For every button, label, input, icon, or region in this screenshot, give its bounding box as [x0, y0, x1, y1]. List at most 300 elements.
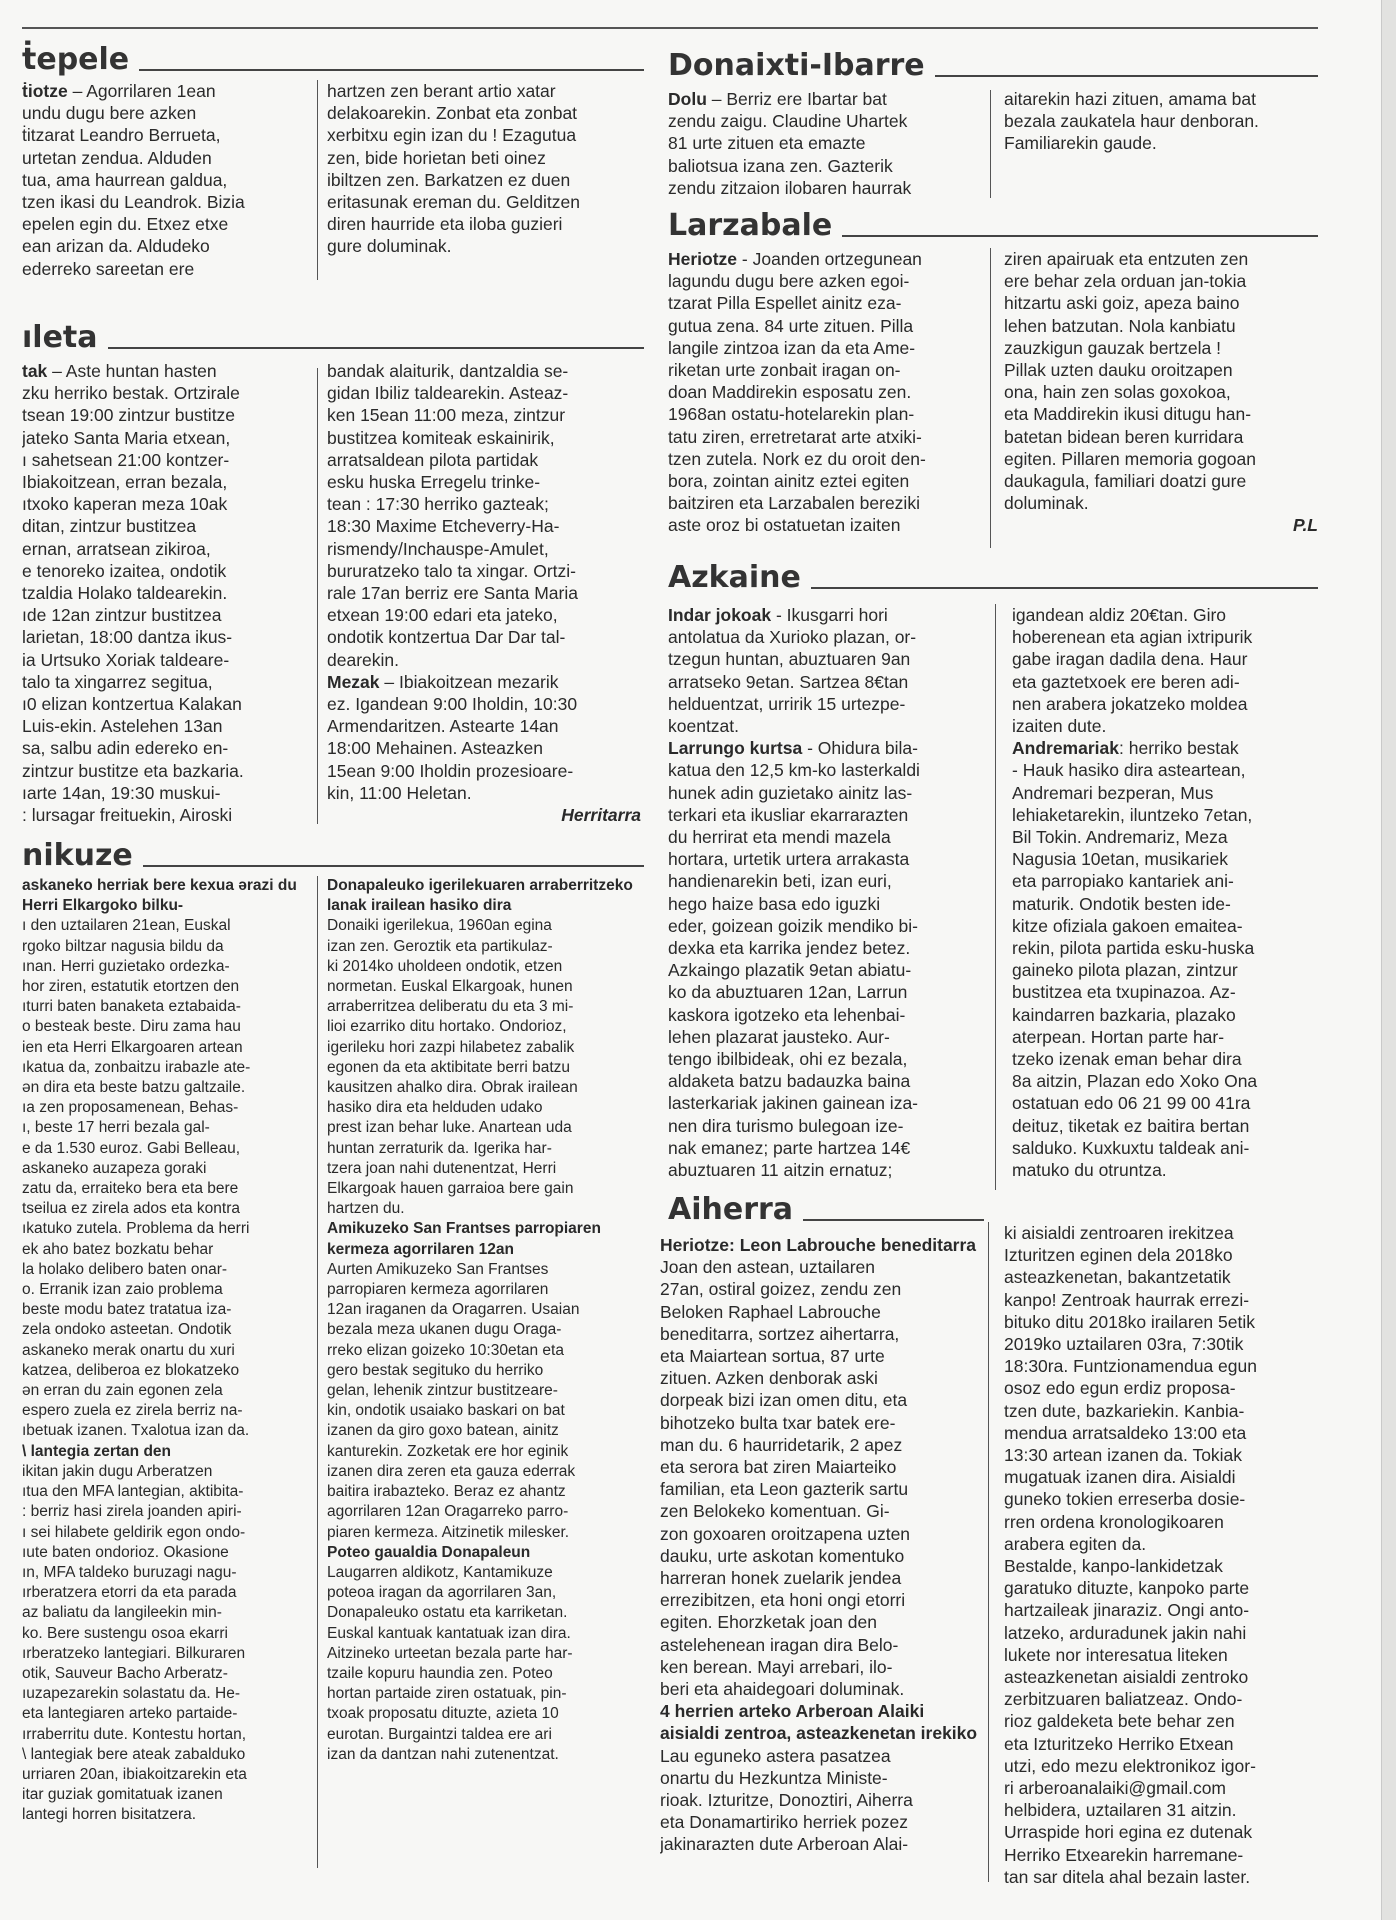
text-line: aterpean. Hortan parte har- [1012, 1026, 1225, 1047]
text-line: espero zuela ez zirela berriz na- [22, 1402, 243, 1420]
text-line: ibiltzen zen. Barkatzen ez duen [327, 169, 571, 190]
column-text [1012, 604, 1318, 1181]
subheading: Donapaleuko igerilekuaren arraberritzeko lanak irailean hasiko dira [327, 877, 633, 915]
text-line: tzegun huntan, abuztuaren 9an [668, 649, 911, 670]
text-line: ıtua den MFA lantegian, aktibita- [22, 1483, 244, 1501]
text-line: kanpo! Zentroak haurrak errezi- [1004, 1289, 1250, 1310]
text-line: zku herriko bestak. Ortzirale [22, 383, 240, 404]
text-line: lagundu dugu bere azken egoi- [668, 271, 910, 292]
text-line: normetan. Euskal Elkargoak, hunen [327, 978, 573, 996]
text-line: nen dira turismo bulegoan ize- [668, 1115, 904, 1136]
section-header-aiherra [668, 1192, 984, 1227]
section-header-donaixti [668, 48, 1318, 83]
text-line: arabera egiten da. [1004, 1533, 1147, 1554]
text-line: sa, salbu adin edereko en- [22, 738, 229, 759]
text-line: talo ta xingarrez segitua, [22, 671, 213, 692]
column-text [327, 876, 641, 1765]
text-line: lukete nor interesatua liteken [1004, 1644, 1228, 1665]
text-line: beneditarra, sortzez aihertarra, [660, 1323, 900, 1344]
text-line: urriaren 20an, ibiakoitzarekin eta [22, 1765, 247, 1783]
text-line: ken 15ean 11:00 meza, zintzur [327, 405, 566, 426]
text-line: ıuzapezarekin solastatu da. He- [22, 1685, 240, 1703]
text-line: Urraspide hori egina ez dutenak [1004, 1822, 1253, 1843]
text-line: Armendaritzen. Astearte 14an [327, 716, 559, 737]
text-line: doluminak. [1004, 493, 1089, 514]
column-text [327, 360, 641, 826]
text-line: hartzaileak jinaraziz. Ongi anto- [1004, 1600, 1250, 1621]
text-line: helduentzat, urririk 15 urtezpe- [668, 693, 906, 714]
text-line: 15ean 9:00 Iholdin prozesioare- [327, 760, 574, 781]
text-line: lehen batzutan. Nola kanbiatu [1004, 315, 1236, 336]
text-line: ırraberritu dute. Kontestu hortan, [22, 1725, 247, 1743]
text-line: hunek adin guzietako ainitz las- [668, 782, 913, 803]
section-title: nikuze [22, 838, 133, 873]
text-line: ondotik kontzertua Dar Dar tal- [327, 627, 566, 648]
text-line: kin, ondotik usaiako baskari on bat [327, 1402, 565, 1420]
text-line: Aurten Amikuzeko San Frantses [327, 1260, 549, 1278]
text-line: eder, goizean goizik mendiko bi- [668, 915, 919, 936]
text-line: eta Maddirekin ikusi ditugu han- [1004, 404, 1252, 425]
page-edge [1381, 0, 1396, 1920]
column-text [668, 88, 974, 199]
text-line: kaskora igotzeko eta lehenbai- [668, 1004, 906, 1025]
text-line: izan zen. Geroztik eta partikulaz- [327, 937, 553, 955]
text-line: rren ordena kronologikoaren [1004, 1511, 1224, 1532]
text-line: Laugarren aldikotz, Kantamikuze [327, 1563, 553, 1581]
text-line: Larrungo kurtsa - Ohidura bila- [668, 738, 918, 759]
text-line: kitze ofiziala gakoen emaitea- [1012, 915, 1243, 936]
section-header-a [22, 42, 644, 77]
text-line: kanturekin. Zozketak ere hor eginik [327, 1442, 569, 1460]
text-line: Heriotze - Joanden ortzegunean [668, 249, 922, 269]
column-text [1004, 88, 1318, 155]
text-line: lantegi horren bisitatzera. [22, 1806, 197, 1824]
text-line: undu dugu bere azken [22, 103, 197, 124]
text-line: rismendy/Inchauspe-Amulet, [327, 538, 549, 559]
text-line: 18:00 Mehainen. Asteazken [327, 738, 543, 759]
text-line: asteazkenetan, bakantzetatik [1004, 1267, 1231, 1288]
column-text [1004, 248, 1318, 537]
text-line: 81 urte zituen eta emazte [668, 133, 866, 154]
text-line: deituz, tiketak ez baitira bertan [1012, 1115, 1250, 1136]
text-line: kausitzen ahalko dira. Obrak irailean [327, 1079, 578, 1097]
text-line: gure doluminak. [327, 236, 452, 257]
text-line: Familiarekin gaude. [1004, 133, 1157, 154]
column-text [22, 360, 310, 826]
text-line: Herriko Etxearekin harremane- [1004, 1844, 1244, 1865]
text-line: ıkatuko zutela. Problema da herri [22, 1220, 250, 1238]
subheading: Poteo gaualdia Donapaleun [327, 1543, 531, 1561]
text-line: beri eta ahaidegoari doluminak. [660, 1679, 905, 1700]
text-line: ki aisialdi zentroaren irekitzea [1004, 1223, 1234, 1243]
text-line: hartzen du. [327, 1200, 405, 1218]
text-line: igandean aldiz 20€tan. Giro [1012, 605, 1227, 625]
text-line: katzea, deliberoa ez blokatzeko [22, 1361, 240, 1379]
text-line: eta parropiako kantariek ani- [1012, 871, 1234, 892]
text-line: izaiten dute. [1012, 716, 1107, 737]
text-line: 8a aitzin, Plazan edo Xoko Ona [1012, 1071, 1258, 1092]
text-line: ere behar zela orduan jan-tokia [1004, 271, 1247, 292]
text-line: bezala meza ukanen dugu Oraga- [327, 1321, 562, 1339]
text-line: zendu zaigu. Claudine Uhartek [668, 111, 908, 132]
text-line: terkari eta ikusliar ekarrarazten [668, 804, 909, 825]
text-line: aitarekin hazi zituen, amama bat [1004, 89, 1256, 109]
column-text [668, 248, 980, 537]
text-line: tatu ziren, erretretarat arte atxiki- [668, 426, 922, 447]
subheading: \ lantegia zertan den [22, 1442, 172, 1460]
text-line: tzen ikasi du Leandrok. Bizia [22, 192, 245, 213]
text-line: arratsaldean pilota partidak [327, 449, 539, 470]
text-line: ən dira eta beste batzu galtzaile. [22, 1079, 246, 1097]
text-line: dauku, urte askotan komentuko [660, 1545, 905, 1566]
text-line: Andremari bezperan, Mus [1012, 782, 1214, 803]
text-line: parropiaren kermeza agorrilaren [327, 1281, 549, 1299]
text-line: ernan, arratsean zikiroa, [22, 538, 211, 559]
text-line: hoberenean eta agian ixtripurik [1012, 627, 1253, 648]
text-line: antolatua da Xurioko plazan, or- [668, 627, 917, 648]
text-line: errezibitzen, eta honi ongi etorri [660, 1590, 906, 1611]
section-title: Donaixti-Ibarre [668, 48, 925, 83]
column-text [1004, 1222, 1318, 1888]
column-text [22, 80, 310, 280]
text-line: epelen egin du. Etxez etxe [22, 214, 229, 235]
text-line: e da 1.530 euroz. Gabi Belleau, [22, 1139, 241, 1157]
text-line: lehiaketarekin, iluntzeko 7etan, [1012, 804, 1253, 825]
text-line: koentzat. [668, 716, 740, 737]
text-line: delakoarekin. Zonbat eta zonbat [327, 103, 578, 124]
section-title: Larzabale [668, 208, 833, 243]
text-line: aste oroz bi ostatuetan izaiten [668, 515, 901, 536]
text-line: bihotzeko bulta txar batek ere- [660, 1412, 896, 1433]
text-line: : berriz hasi zirela joanden apiri- [22, 1503, 242, 1521]
text-line: huntan zerraturik da. Igerika har- [327, 1139, 552, 1157]
text-line: ıturri baten banaketa eztabaida- [22, 998, 241, 1016]
text-line: mugatuak izanen dira. Aisialdi [1004, 1467, 1236, 1488]
text-line: ikitan jakin dugu Arberatzen [22, 1462, 213, 1480]
text-line: ı0 elizan kontzertua Kalakan [22, 694, 242, 715]
text-line: ko. Bere sustengu osoa ekarri [22, 1624, 228, 1642]
text-line: baliotsua izana zen. Gazterik [668, 155, 893, 176]
text-line: arraberritzea deliberatu du eta 3 mi- [327, 998, 574, 1016]
column-text [327, 80, 641, 258]
text-line: eritasunak ereman du. Gelditzen [327, 192, 580, 213]
text-line: dearekin. [327, 649, 399, 670]
text-line: gaineko pilota plazan, zintzur [1012, 960, 1238, 981]
text-line: rgoko biltzar nagusia bildu da [22, 937, 224, 955]
text-line: lasterkariak jakinen gainean iza- [668, 1093, 918, 1114]
text-line: ın, MFA taldeko buruzagi nagu- [22, 1563, 237, 1581]
text-line: ko da abuztuaren 12an, Larrun [668, 982, 908, 1003]
text-line: zon goxoaren oroitzapena uzten [660, 1523, 911, 1544]
text-line: baitira irabazteko. Beraz ez ahantz [327, 1483, 566, 1501]
text-line: ınan. Herri guzietako ordezka- [22, 957, 230, 975]
text-line: nak emanez; parte hartzea 14€ [668, 1137, 911, 1158]
text-line: hartzen zen berant artio xatar [327, 81, 556, 101]
text-line: tzera joan nahi dutenentzat, Herri [327, 1159, 557, 1177]
text-line: larietan, 18:00 dantza ikus- [22, 627, 233, 648]
text-line: ıarte 14an, 19:30 muskui- [22, 782, 221, 803]
text-line: doan Maddirekin esposatu zen. [668, 382, 912, 403]
text-line: egonen da eta aktibitate berri batzu [327, 1058, 571, 1076]
text-line: eta Maiartean sortua, 87 urte [660, 1346, 885, 1367]
text-line: eta gaztetxoek ere beren adi- [1012, 671, 1240, 692]
text-line: aldaketa batzu badauzka baina [668, 1071, 911, 1092]
text-line: bustitzea eta txupinazoa. Az- [1012, 982, 1236, 1003]
text-line: utzi, edo mezu elektronikoz igor- [1004, 1755, 1256, 1776]
subheading: askaneko herriak bere kexua ərazi du Herri Elkargoko bilku- [22, 877, 297, 915]
text-line: ziren apairuak eta entzuten zen [1004, 249, 1249, 269]
text-line: rioz galdeketa bete behar zen [1004, 1711, 1235, 1732]
text-line: jakinarazten dute Arberoan Alai- [660, 1834, 909, 1855]
text-line: tzaile kopuru haundia zen. Poteo [327, 1664, 553, 1682]
text-line: kaindarren bazkaria, plazako [1012, 1004, 1236, 1025]
text-line: gabe iragan dadila dena. Haur [1012, 649, 1248, 670]
section-header-azkaine [668, 560, 1318, 595]
text-line: abuztuaren 11 aitzin ernatuz; [668, 1160, 893, 1181]
text-line: xerbitxu egin izan du ! Ezagutua [327, 125, 577, 146]
text-line: lehen plazarat jausteko. Aur- [668, 1026, 890, 1047]
text-line: garatuko dituzte, kanpoko parte [1004, 1578, 1250, 1599]
text-line: egiten. Ehorzketak joan den [660, 1612, 877, 1633]
text-line: otik, Sauveur Bacho Arberatz- [22, 1664, 228, 1682]
text-line: ı sei hilabete geldirik egon ondo- [22, 1523, 246, 1541]
text-line: zatu da, erraiteko bera eta bere [22, 1180, 239, 1198]
text-line: ı den uztailaren 21ean, Euskal [22, 917, 231, 935]
text-line: bandak alaiturik, dantzaldia se- [327, 361, 569, 381]
text-line: tzaldia Holako taldearekin. [22, 583, 228, 604]
text-line: gidan Ibiliz taldearekin. Asteaz- [327, 383, 569, 404]
text-line: tzeko izenak eman behar dira [1012, 1049, 1242, 1070]
text-line: zintzur bustitze eta bazkaria. [22, 760, 244, 781]
column-text [660, 1234, 984, 1856]
text-line: kin, 11:00 Heletan. [327, 782, 472, 803]
text-line: ıde 12an zintzur bustitzea [22, 605, 222, 626]
text-line: baitziren eta Larzabalen bereziki [668, 493, 920, 514]
text-line: ṫiotze – Agorrilaren 1ean [22, 81, 216, 101]
text-line: ı sahetsean 21:00 kontzer- [22, 449, 230, 470]
text-line: ırberatzera etorri da eta parada [22, 1584, 237, 1602]
text-line: Dolu – Berriz ere Ibartar bat [668, 89, 887, 109]
text-line: piaren kermeza. Aitzinetik milesker. [327, 1523, 570, 1541]
text-line: osoz edo egun erdiz proposa- [1004, 1378, 1236, 1399]
text-line: batetan bidean beren kurridara [1004, 426, 1244, 447]
text-line: 13:30 artean izanen da. Tokiak [1004, 1445, 1243, 1466]
section-title: ṫepele [22, 42, 130, 77]
text-line: urtetan zendua. Alduden [22, 147, 212, 168]
text-line: man du. 6 haurridetarik, 2 apez [660, 1434, 903, 1455]
text-line: handienarekin beti, izan euri, [668, 871, 892, 892]
text-line: 18:30ra. Funtzionamendua egun [1004, 1356, 1257, 1377]
text-line: Mezak – Ibiakoitzean mezarik [327, 671, 559, 692]
subheading: 4 herrien arteko Arberoan Alaiki aisialdi zentroa, asteazkenetan irekiko [660, 1701, 978, 1744]
text-line: lioi ezarriko ditu hortako. Ondorioz, [327, 1018, 567, 1036]
text-line: hasiko dira eta helduden udako [327, 1099, 543, 1117]
text-line: : lursagar freituekin, Airoski [22, 805, 233, 826]
text-line: ditan, zintzur bustitzea [22, 516, 197, 537]
text-line: riketan urte zonbait iragan on- [668, 360, 901, 381]
text-line: ederreko sareetan ere [22, 258, 195, 279]
text-line: Nagusia 10etan, musikariek [1012, 849, 1228, 870]
text-line: matuko du otruntza. [1012, 1160, 1167, 1181]
text-line: Luis-ekin. Astelehen 13an [22, 716, 223, 737]
text-line: zendu zitzaion ilobaren haurrak [668, 177, 912, 198]
text-line: zerbitzuaren baliatzeaz. Ondo- [1004, 1689, 1243, 1710]
text-line: askaneko merak onartu du xuri [22, 1341, 235, 1359]
text-line: bustitzea komiteak eskainirik, [327, 427, 555, 448]
text-line: e tenoreko izaitea, ondotik [22, 560, 227, 581]
text-line: tzarat Pilla Espellet ainitz eza- [668, 293, 902, 314]
text-line: poteoa iragan da agorrilaren 3an, [327, 1584, 557, 1602]
text-line: 1968an ostatu-hotelarekin plan- [668, 404, 915, 425]
text-line: bituko ditu 2018ko irailaren 5etik [1004, 1311, 1255, 1332]
text-line: Azkaingo plazatik 9etan abiatu- [668, 960, 912, 981]
text-line: ıtxoko kaperan meza 10ak [22, 494, 228, 515]
text-line: nen arabera jokatzeko moldea [1012, 693, 1248, 714]
text-line: izan da dantzan nahi zutenentzat. [327, 1745, 559, 1763]
text-line: 2019ko uztailaren 03ra, 7:30tik [1004, 1334, 1244, 1355]
text-line: rreko elizan goizeko 10:30etan eta [327, 1341, 564, 1359]
text-line: hego haize basa edo iguzki [668, 893, 881, 914]
text-line: arratseko 9etan. Sartzea 8€tan [668, 671, 909, 692]
text-line: gelan, lehenik zintzur bustitzeare- [327, 1382, 558, 1400]
text-line: prest izan behar luke. Anartean uda [327, 1119, 572, 1137]
text-line: dexka eta karrika jendez betez. [668, 938, 911, 959]
section-title: Azkaine [668, 560, 801, 595]
text-line: harreran honek zuelarik jendea [660, 1568, 902, 1589]
text-line: gero bestak segituko du herriko [327, 1361, 544, 1379]
text-line: langile zintzoa izan da eta Ame- [668, 337, 916, 358]
text-line: asteazkenetan aisialdi zentroko [1004, 1667, 1249, 1688]
text-line: gutua zena. 84 urte zituen. Pilla [668, 315, 914, 336]
text-line: ıute baten ondorioz. Okasione [22, 1543, 229, 1561]
signature: Herritarra [561, 805, 641, 826]
text-line: etxean 19:00 edari eta jateko, [327, 605, 558, 626]
text-line: Aitzineko urteetan bezala parte har- [327, 1644, 573, 1662]
text-line: askaneko auzapeza goraki [22, 1159, 207, 1177]
text-line: ki 2014ko uholdeen ondotik, etzen [327, 957, 563, 975]
text-line: familian, eta Leon gazterik sartu [660, 1479, 909, 1500]
section-header-larzabale [668, 208, 1318, 243]
text-line: 12an iraganen da Oragarren. Usaian [327, 1301, 580, 1319]
text-line: tua, ama haurrean galdua, [22, 169, 228, 190]
section-title: ıleta [22, 320, 98, 355]
text-line: ez. Igandean 9:00 Iholdin, 10:30 [327, 694, 578, 715]
text-line: az baliatu da langileekin min- [22, 1604, 222, 1622]
text-line: txoak proposatu dituzte, azieta 10 [327, 1705, 559, 1723]
text-line: Izturitzen eginen dela 2018ko [1004, 1245, 1233, 1266]
text-line: tengo ibilbideak, ohi ez bezala, [668, 1049, 908, 1070]
text-line: Lau eguneko astera pasatzea [660, 1745, 891, 1766]
text-line: o besteak beste. Diru zama hau [22, 1018, 241, 1036]
text-line: tzen dute, bazkariekin. Kanbia- [1004, 1400, 1245, 1421]
text-line: rioak. Izturitze, Donoztiri, Aiherra [660, 1790, 913, 1811]
section-title: Aiherra [668, 1192, 794, 1227]
column-text [668, 604, 980, 1181]
text-line: o. Erranik izan zaio problema [22, 1281, 223, 1299]
text-line: \ lantegiak bere ateak zabalduko [22, 1745, 246, 1763]
text-line: tsean 19:00 zintzur bustitze [22, 405, 236, 426]
text-line: eta serora bat ziren Maiarteiko [660, 1457, 897, 1478]
text-line: bezala zaukatela haur denboran. [1004, 111, 1259, 132]
text-line: ean arizan da. Aldudeko [22, 236, 210, 257]
text-line: diren haurride eta iloba guzieri [327, 214, 563, 235]
text-line: ıbetuak izanen. Txalotua izan da. [22, 1422, 250, 1440]
text-line: bururatzeko talo ta xingar. Ortzi- [327, 560, 576, 581]
text-line: - Hauk hasiko dira asteartean, [1012, 760, 1246, 781]
text-line: helbidera, uztailaren 31 aitzin. [1004, 1800, 1237, 1821]
subheading: Heriotze: Leon Labrouche beneditarra [660, 1235, 977, 1255]
text-line: latzeko, arduradunek jakin nahi [1004, 1622, 1247, 1643]
text-line: esku huska Erregelu trinke- [327, 472, 541, 493]
text-line: Pillak uzten dauku oroitzapen [1004, 360, 1233, 381]
text-line: la holako delibero baten onar- [22, 1260, 228, 1278]
section-header-heleta [22, 320, 644, 355]
text-line: zituen. Azken denborak aski [660, 1368, 878, 1389]
text-line: Elkargoak hauen garraioa bere gain [327, 1180, 574, 1198]
text-line: rale 17an berriz ere Santa Maria [327, 583, 578, 604]
text-line: itar guziak gomitatuak izanen [22, 1786, 223, 1804]
text-line: eta lantegiaren arteko partaide- [22, 1705, 238, 1723]
text-line: ia Urtsuko Xoriak taldeare- [22, 649, 230, 670]
text-line: Bestalde, kanpo-lankidetzak [1004, 1556, 1223, 1577]
text-line: beste modu batez tratatua iza- [22, 1301, 232, 1319]
text-line: tzen zutela. Nork ez du oroit den- [668, 448, 926, 469]
text-line: zen Belokeko komentuan. Gi- [660, 1501, 890, 1522]
text-line: du herrirat eta mendi mazela [668, 827, 891, 848]
text-line: Ibiakoitzean, erran bezala, [22, 472, 228, 493]
text-line: Donaiki igerilekua, 1960an egina [327, 917, 552, 935]
column-text [22, 876, 310, 1826]
text-line: bora, zointan ainitz eztei egiten [668, 471, 910, 492]
text-line: jateko Santa Maria etxean, [22, 427, 231, 448]
text-line: tan sar ditela ahal bezain laster. [1004, 1866, 1251, 1887]
text-line: katua den 12,5 km-ko lasterkaldi [668, 760, 920, 781]
text-line: Beloken Raphael Labrouche [660, 1301, 881, 1322]
text-line: ən erran du zain egonen zela [22, 1382, 223, 1400]
text-line: 18:30 Maxime Etcheverry-Ha- [327, 516, 560, 537]
text-line: agorrilaren 12an Oragarreko parro- [327, 1503, 569, 1521]
text-line: ek aho batez bozkatu behar [22, 1240, 214, 1258]
text-line: ien eta Herri Elkargoaren artean [22, 1038, 243, 1056]
text-line: ıkatua da, zonbaitzu irabazle ate- [22, 1058, 251, 1076]
text-line: ostatuan edo 06 21 99 00 41ra [1012, 1093, 1251, 1114]
text-line: tseilua ez zirela ados eta kontra [22, 1200, 240, 1218]
text-line: 27an, ostiral goizez, zendu zen [660, 1279, 902, 1300]
text-line: ona, hain zen solas goxokoa, [1004, 382, 1231, 403]
text-line: Andremariak: herriko bestak [1012, 738, 1239, 759]
text-line: rekin, pilota partida esku-huska [1012, 938, 1255, 959]
text-line: tean : 17:30 herriko gazteak; [327, 494, 549, 515]
subheading: Amikuzeko San Frantses parropiaren kermeza agorrilaren 12an [327, 1220, 601, 1258]
text-line: ken berean. Mayi arrebari, ilo- [660, 1656, 893, 1677]
text-line: Euskal kantuak kantatuak izan dira. [327, 1624, 571, 1642]
text-line: hitzartu aski goiz, apeza baino [1004, 293, 1240, 314]
text-line: Bil Tokin. Andremariz, Meza [1012, 827, 1228, 848]
text-line: egiten. Pillaren memoria gogoan [1004, 448, 1256, 469]
text-line: zela ondoko asteetan. Ondotik [22, 1321, 232, 1339]
text-line: ı, beste 17 herri bezala gal- [22, 1119, 210, 1137]
text-line: igerileku hori zazpi hilabetez zabalik [327, 1038, 575, 1056]
text-line: ṫitzarat Leandro Berrueta, [22, 125, 221, 146]
text-line: maturik. Ondotik besten ide- [1012, 893, 1231, 914]
text-line: Indar jokoak - Ikusgarri hori [668, 605, 888, 625]
text-line: onartu du Hezkuntza Ministe- [660, 1767, 888, 1788]
text-line: ırberatzeko lantegiari. Bilkuraren [22, 1644, 246, 1662]
signature: P.L [1293, 515, 1318, 536]
text-line: zen, bide horietan beti oinez [327, 147, 546, 168]
text-line: astelehenean iragan dira Belo- [660, 1634, 899, 1655]
text-line: hortan partaide ziren ostatuak, pin- [327, 1685, 567, 1703]
